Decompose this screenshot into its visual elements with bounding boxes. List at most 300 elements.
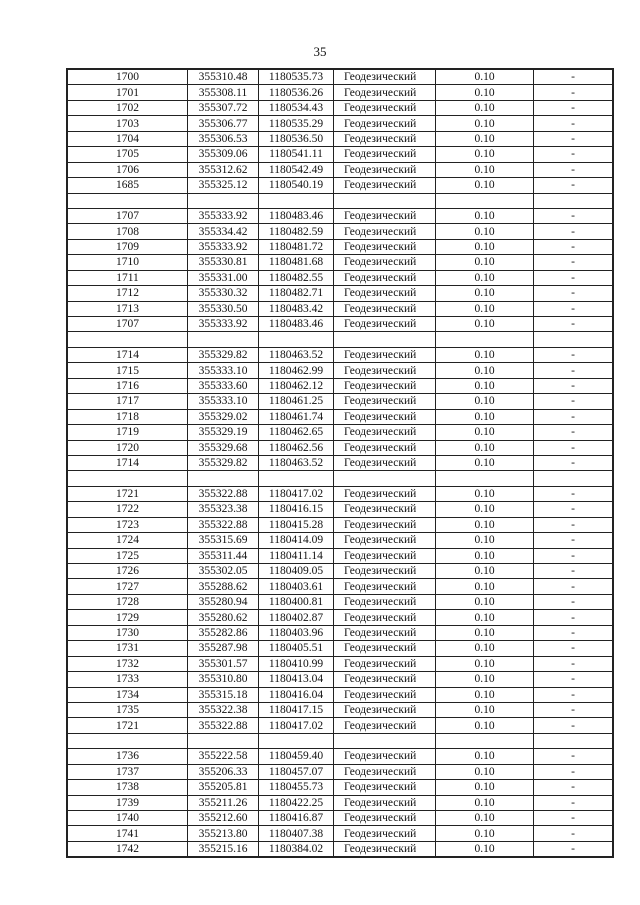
accuracy-cell: 0.10 <box>436 131 534 146</box>
point-number-cell: 1721 <box>67 718 188 733</box>
x-coordinate-cell: 355212.60 <box>188 811 259 826</box>
note-cell: - <box>534 347 614 362</box>
note-cell: - <box>534 841 614 857</box>
note-cell: - <box>534 425 614 440</box>
note-cell: - <box>534 656 614 671</box>
x-coordinate-cell: 355333.92 <box>188 239 259 254</box>
y-coordinate-cell: 1180411.14 <box>259 548 334 563</box>
method-cell: Геодезический <box>334 564 436 579</box>
x-coordinate-cell: 355329.82 <box>188 347 259 362</box>
method-cell: Геодезический <box>334 533 436 548</box>
method-cell: Геодезический <box>334 317 436 332</box>
x-coordinate-cell: 355334.42 <box>188 224 259 239</box>
x-coordinate-cell: 355315.18 <box>188 687 259 702</box>
table-row <box>67 687 613 702</box>
table-row <box>67 178 613 193</box>
point-number-cell: 1727 <box>67 579 188 594</box>
accuracy-cell: 0.10 <box>436 548 534 563</box>
accuracy-cell: 0.10 <box>436 594 534 609</box>
accuracy-cell: 0.10 <box>436 564 534 579</box>
method-cell: Геодезический <box>334 811 436 826</box>
accuracy-cell: 0.10 <box>436 517 534 532</box>
y-coordinate-cell: 1180455.73 <box>259 780 334 795</box>
method-cell: Геодезический <box>334 162 436 177</box>
table-row <box>67 131 613 146</box>
table-row <box>67 656 613 671</box>
table-row <box>67 641 613 656</box>
note-cell: - <box>534 378 614 393</box>
y-coordinate-cell: 1180535.29 <box>259 116 334 131</box>
note-cell: - <box>534 239 614 254</box>
point-number-cell: 1737 <box>67 764 188 779</box>
point-number-cell: 1726 <box>67 564 188 579</box>
y-coordinate-cell: 1180462.99 <box>259 363 334 378</box>
x-coordinate-cell: 355331.00 <box>188 270 259 285</box>
table-row <box>67 255 613 270</box>
x-coordinate-cell: 355330.32 <box>188 286 259 301</box>
accuracy-cell: 0.10 <box>436 656 534 671</box>
table-row <box>67 270 613 285</box>
y-coordinate-cell: 1180384.02 <box>259 841 334 857</box>
accuracy-cell: 0.10 <box>436 764 534 779</box>
point-number-cell: 1706 <box>67 162 188 177</box>
table-row <box>67 301 613 316</box>
x-coordinate-cell: 355311.44 <box>188 548 259 563</box>
note-cell: - <box>534 301 614 316</box>
x-coordinate-cell: 355329.02 <box>188 409 259 424</box>
note-cell: - <box>534 455 614 470</box>
note-cell <box>534 193 614 208</box>
x-coordinate-cell: 355280.62 <box>188 610 259 625</box>
point-number-cell: 1717 <box>67 394 188 409</box>
method-cell: Геодезический <box>334 548 436 563</box>
table-row <box>67 780 613 795</box>
y-coordinate-cell: 1180422.25 <box>259 795 334 810</box>
point-number-cell: 1712 <box>67 286 188 301</box>
method-cell <box>334 471 436 486</box>
method-cell: Геодезический <box>334 749 436 764</box>
point-number-cell: 1719 <box>67 425 188 440</box>
accuracy-cell: 0.10 <box>436 702 534 717</box>
y-coordinate-cell <box>259 193 334 208</box>
note-cell: - <box>534 672 614 687</box>
note-cell: - <box>534 69 614 85</box>
point-number-cell: 1715 <box>67 363 188 378</box>
table-row <box>67 610 613 625</box>
method-cell: Геодезический <box>334 702 436 717</box>
note-cell: - <box>534 255 614 270</box>
table-row <box>67 564 613 579</box>
accuracy-cell: 0.10 <box>436 455 534 470</box>
x-coordinate-cell: 355323.38 <box>188 502 259 517</box>
y-coordinate-cell: 1180481.72 <box>259 239 334 254</box>
table-row <box>67 394 613 409</box>
separator-row <box>67 193 613 208</box>
y-coordinate-cell: 1180415.28 <box>259 517 334 532</box>
x-coordinate-cell <box>188 471 259 486</box>
accuracy-cell: 0.10 <box>436 224 534 239</box>
note-cell: - <box>534 579 614 594</box>
y-coordinate-cell: 1180542.49 <box>259 162 334 177</box>
note-cell: - <box>534 548 614 563</box>
point-number-cell: 1725 <box>67 548 188 563</box>
table-row <box>67 147 613 162</box>
point-number-cell: 1720 <box>67 440 188 455</box>
x-coordinate-cell: 355206.33 <box>188 764 259 779</box>
point-number-cell: 1714 <box>67 455 188 470</box>
method-cell <box>334 332 436 347</box>
method-cell: Геодезический <box>334 486 436 501</box>
x-coordinate-cell: 355333.92 <box>188 208 259 223</box>
y-coordinate-cell: 1180461.74 <box>259 409 334 424</box>
accuracy-cell: 0.10 <box>436 347 534 362</box>
y-coordinate-cell: 1180413.04 <box>259 672 334 687</box>
table-row <box>67 579 613 594</box>
point-number-cell: 1740 <box>67 811 188 826</box>
method-cell <box>334 193 436 208</box>
x-coordinate-cell: 355322.88 <box>188 718 259 733</box>
accuracy-cell: 0.10 <box>436 208 534 223</box>
table-row <box>67 286 613 301</box>
note-cell: - <box>534 533 614 548</box>
point-number-cell: 1702 <box>67 100 188 115</box>
y-coordinate-cell: 1180483.46 <box>259 208 334 223</box>
method-cell: Геодезический <box>334 301 436 316</box>
note-cell: - <box>534 780 614 795</box>
accuracy-cell: 0.10 <box>436 718 534 733</box>
table-row <box>67 811 613 826</box>
accuracy-cell: 0.10 <box>436 610 534 625</box>
x-coordinate-cell: 355333.92 <box>188 317 259 332</box>
table-row <box>67 347 613 362</box>
x-coordinate-cell: 355308.11 <box>188 85 259 100</box>
table-row <box>67 425 613 440</box>
x-coordinate-cell: 355333.60 <box>188 378 259 393</box>
y-coordinate-cell: 1180407.38 <box>259 826 334 841</box>
method-cell: Геодезический <box>334 641 436 656</box>
x-coordinate-cell: 355312.62 <box>188 162 259 177</box>
point-number-cell: 1730 <box>67 625 188 640</box>
note-cell: - <box>534 718 614 733</box>
point-number-cell: 1714 <box>67 347 188 362</box>
note-cell: - <box>534 564 614 579</box>
point-number-cell: 1736 <box>67 749 188 764</box>
x-coordinate-cell: 355322.88 <box>188 517 259 532</box>
table-row <box>67 795 613 810</box>
x-coordinate-cell <box>188 332 259 347</box>
x-coordinate-cell: 355211.26 <box>188 795 259 810</box>
method-cell: Геодезический <box>334 841 436 857</box>
method-cell: Геодезический <box>334 270 436 285</box>
note-cell: - <box>534 795 614 810</box>
table-row <box>67 702 613 717</box>
note-cell: - <box>534 224 614 239</box>
table-row <box>67 533 613 548</box>
x-coordinate-cell: 355287.98 <box>188 641 259 656</box>
method-cell: Геодезический <box>334 131 436 146</box>
method-cell: Геодезический <box>334 378 436 393</box>
note-cell: - <box>534 440 614 455</box>
table-row <box>67 625 613 640</box>
method-cell: Геодезический <box>334 764 436 779</box>
coordinates-table <box>66 68 614 858</box>
note-cell: - <box>534 394 614 409</box>
y-coordinate-cell: 1180403.61 <box>259 579 334 594</box>
y-coordinate-cell: 1180410.99 <box>259 656 334 671</box>
accuracy-cell: 0.10 <box>436 811 534 826</box>
y-coordinate-cell: 1180414.09 <box>259 533 334 548</box>
note-cell: - <box>534 116 614 131</box>
y-coordinate-cell: 1180416.87 <box>259 811 334 826</box>
y-coordinate-cell: 1180457.07 <box>259 764 334 779</box>
note-cell: - <box>534 147 614 162</box>
point-number-cell: 1721 <box>67 486 188 501</box>
x-coordinate-cell: 355301.57 <box>188 656 259 671</box>
point-number-cell: 1700 <box>67 69 188 85</box>
note-cell <box>534 471 614 486</box>
y-coordinate-cell: 1180535.73 <box>259 69 334 85</box>
y-coordinate-cell: 1180463.52 <box>259 347 334 362</box>
table-row <box>67 517 613 532</box>
note-cell: - <box>534 811 614 826</box>
method-cell: Геодезический <box>334 780 436 795</box>
accuracy-cell <box>436 471 534 486</box>
y-coordinate-cell: 1180462.65 <box>259 425 334 440</box>
y-coordinate-cell: 1180536.26 <box>259 85 334 100</box>
method-cell: Геодезический <box>334 826 436 841</box>
point-number-cell: 1710 <box>67 255 188 270</box>
table-row <box>67 363 613 378</box>
note-cell <box>534 733 614 748</box>
x-coordinate-cell: 355306.77 <box>188 116 259 131</box>
table-row <box>67 455 613 470</box>
y-coordinate-cell: 1180417.02 <box>259 486 334 501</box>
x-coordinate-cell: 355302.05 <box>188 564 259 579</box>
accuracy-cell: 0.10 <box>436 317 534 332</box>
y-coordinate-cell: 1180483.46 <box>259 317 334 332</box>
accuracy-cell: 0.10 <box>436 162 534 177</box>
table-row <box>67 672 613 687</box>
table-row <box>67 718 613 733</box>
note-cell: - <box>534 486 614 501</box>
point-number-cell: 1716 <box>67 378 188 393</box>
method-cell: Геодезический <box>334 363 436 378</box>
y-coordinate-cell: 1180416.15 <box>259 502 334 517</box>
point-number-cell: 1703 <box>67 116 188 131</box>
note-cell: - <box>534 178 614 193</box>
accuracy-cell <box>436 733 534 748</box>
method-cell: Геодезический <box>334 610 436 625</box>
y-coordinate-cell: 1180409.05 <box>259 564 334 579</box>
point-number-cell: 1707 <box>67 317 188 332</box>
point-number-cell: 1705 <box>67 147 188 162</box>
y-coordinate-cell: 1180461.25 <box>259 394 334 409</box>
y-coordinate-cell: 1180402.87 <box>259 610 334 625</box>
x-coordinate-cell: 355309.06 <box>188 147 259 162</box>
method-cell: Геодезический <box>334 687 436 702</box>
note-cell: - <box>534 100 614 115</box>
method-cell: Геодезический <box>334 425 436 440</box>
table-row <box>67 486 613 501</box>
accuracy-cell: 0.10 <box>436 533 534 548</box>
note-cell: - <box>534 625 614 640</box>
method-cell: Геодезический <box>334 239 436 254</box>
point-number-cell: 1739 <box>67 795 188 810</box>
method-cell: Геодезический <box>334 208 436 223</box>
point-number-cell: 1732 <box>67 656 188 671</box>
y-coordinate-cell: 1180405.51 <box>259 641 334 656</box>
accuracy-cell: 0.10 <box>436 841 534 857</box>
method-cell: Геодезический <box>334 116 436 131</box>
y-coordinate-cell: 1180540.19 <box>259 178 334 193</box>
x-coordinate-cell: 355322.38 <box>188 702 259 717</box>
accuracy-cell: 0.10 <box>436 255 534 270</box>
table-row <box>67 594 613 609</box>
table-row <box>67 764 613 779</box>
accuracy-cell: 0.10 <box>436 440 534 455</box>
accuracy-cell: 0.10 <box>436 270 534 285</box>
table-row <box>67 69 613 85</box>
method-cell: Геодезический <box>334 455 436 470</box>
separator-row <box>67 471 613 486</box>
table-row <box>67 85 613 100</box>
y-coordinate-cell <box>259 471 334 486</box>
x-coordinate-cell: 355215.16 <box>188 841 259 857</box>
x-coordinate-cell: 355310.48 <box>188 69 259 85</box>
accuracy-cell: 0.10 <box>436 378 534 393</box>
x-coordinate-cell <box>188 733 259 748</box>
method-cell: Геодезический <box>334 178 436 193</box>
method-cell: Геодезический <box>334 69 436 85</box>
point-number-cell <box>67 733 188 748</box>
table-row <box>67 162 613 177</box>
point-number-cell <box>67 471 188 486</box>
accuracy-cell: 0.10 <box>436 826 534 841</box>
method-cell: Геодезический <box>334 579 436 594</box>
x-coordinate-cell: 355307.72 <box>188 100 259 115</box>
y-coordinate-cell: 1180536.50 <box>259 131 334 146</box>
point-number-cell: 1713 <box>67 301 188 316</box>
x-coordinate-cell: 355322.88 <box>188 486 259 501</box>
point-number-cell: 1733 <box>67 672 188 687</box>
table-row <box>67 409 613 424</box>
note-cell: - <box>534 363 614 378</box>
x-coordinate-cell: 355330.50 <box>188 301 259 316</box>
y-coordinate-cell: 1180459.40 <box>259 749 334 764</box>
method-cell: Геодезический <box>334 286 436 301</box>
accuracy-cell <box>436 193 534 208</box>
point-number-cell: 1728 <box>67 594 188 609</box>
table-row <box>67 548 613 563</box>
method-cell: Геодезический <box>334 517 436 532</box>
y-coordinate-cell: 1180481.68 <box>259 255 334 270</box>
separator-row <box>67 733 613 748</box>
accuracy-cell: 0.10 <box>436 425 534 440</box>
accuracy-cell: 0.10 <box>436 687 534 702</box>
method-cell: Геодезический <box>334 718 436 733</box>
accuracy-cell: 0.10 <box>436 641 534 656</box>
method-cell: Геодезический <box>334 224 436 239</box>
note-cell: - <box>534 749 614 764</box>
method-cell: Геодезический <box>334 672 436 687</box>
table-row <box>67 224 613 239</box>
y-coordinate-cell: 1180482.59 <box>259 224 334 239</box>
method-cell <box>334 733 436 748</box>
accuracy-cell: 0.10 <box>436 100 534 115</box>
x-coordinate-cell: 355306.53 <box>188 131 259 146</box>
x-coordinate-cell: 355310.80 <box>188 672 259 687</box>
table-row <box>67 826 613 841</box>
table-row <box>67 116 613 131</box>
note-cell: - <box>534 85 614 100</box>
note-cell: - <box>534 502 614 517</box>
table-row <box>67 841 613 857</box>
note-cell: - <box>534 162 614 177</box>
note-cell <box>534 332 614 347</box>
note-cell: - <box>534 826 614 841</box>
x-coordinate-cell: 355330.81 <box>188 255 259 270</box>
accuracy-cell: 0.10 <box>436 69 534 85</box>
method-cell: Геодезический <box>334 394 436 409</box>
y-coordinate-cell: 1180482.71 <box>259 286 334 301</box>
method-cell: Геодезический <box>334 440 436 455</box>
accuracy-cell: 0.10 <box>436 579 534 594</box>
x-coordinate-cell <box>188 193 259 208</box>
x-coordinate-cell: 355280.94 <box>188 594 259 609</box>
note-cell: - <box>534 610 614 625</box>
point-number-cell: 1729 <box>67 610 188 625</box>
note-cell: - <box>534 317 614 332</box>
x-coordinate-cell: 355288.62 <box>188 579 259 594</box>
note-cell: - <box>534 594 614 609</box>
x-coordinate-cell: 355222.58 <box>188 749 259 764</box>
method-cell: Геодезический <box>334 656 436 671</box>
y-coordinate-cell <box>259 733 334 748</box>
point-number-cell: 1704 <box>67 131 188 146</box>
table-row <box>67 378 613 393</box>
x-coordinate-cell: 355333.10 <box>188 363 259 378</box>
method-cell: Геодезический <box>334 347 436 362</box>
method-cell: Геодезический <box>334 85 436 100</box>
separator-row <box>67 332 613 347</box>
table-row <box>67 749 613 764</box>
accuracy-cell: 0.10 <box>436 394 534 409</box>
note-cell: - <box>534 286 614 301</box>
accuracy-cell: 0.10 <box>436 116 534 131</box>
point-number-cell: 1723 <box>67 517 188 532</box>
coordinates-table-body <box>67 69 613 857</box>
accuracy-cell: 0.10 <box>436 780 534 795</box>
point-number-cell <box>67 332 188 347</box>
point-number-cell: 1718 <box>67 409 188 424</box>
y-coordinate-cell: 1180400.81 <box>259 594 334 609</box>
method-cell: Геодезический <box>334 409 436 424</box>
y-coordinate-cell: 1180534.43 <box>259 100 334 115</box>
point-number-cell: 1735 <box>67 702 188 717</box>
point-number-cell: 1741 <box>67 826 188 841</box>
accuracy-cell: 0.10 <box>436 363 534 378</box>
y-coordinate-cell: 1180483.42 <box>259 301 334 316</box>
accuracy-cell: 0.10 <box>436 178 534 193</box>
point-number-cell: 1738 <box>67 780 188 795</box>
x-coordinate-cell: 355282.86 <box>188 625 259 640</box>
table-row <box>67 317 613 332</box>
accuracy-cell: 0.10 <box>436 795 534 810</box>
y-coordinate-cell: 1180463.52 <box>259 455 334 470</box>
note-cell: - <box>534 208 614 223</box>
point-number-cell: 1734 <box>67 687 188 702</box>
method-cell: Геодезический <box>334 795 436 810</box>
